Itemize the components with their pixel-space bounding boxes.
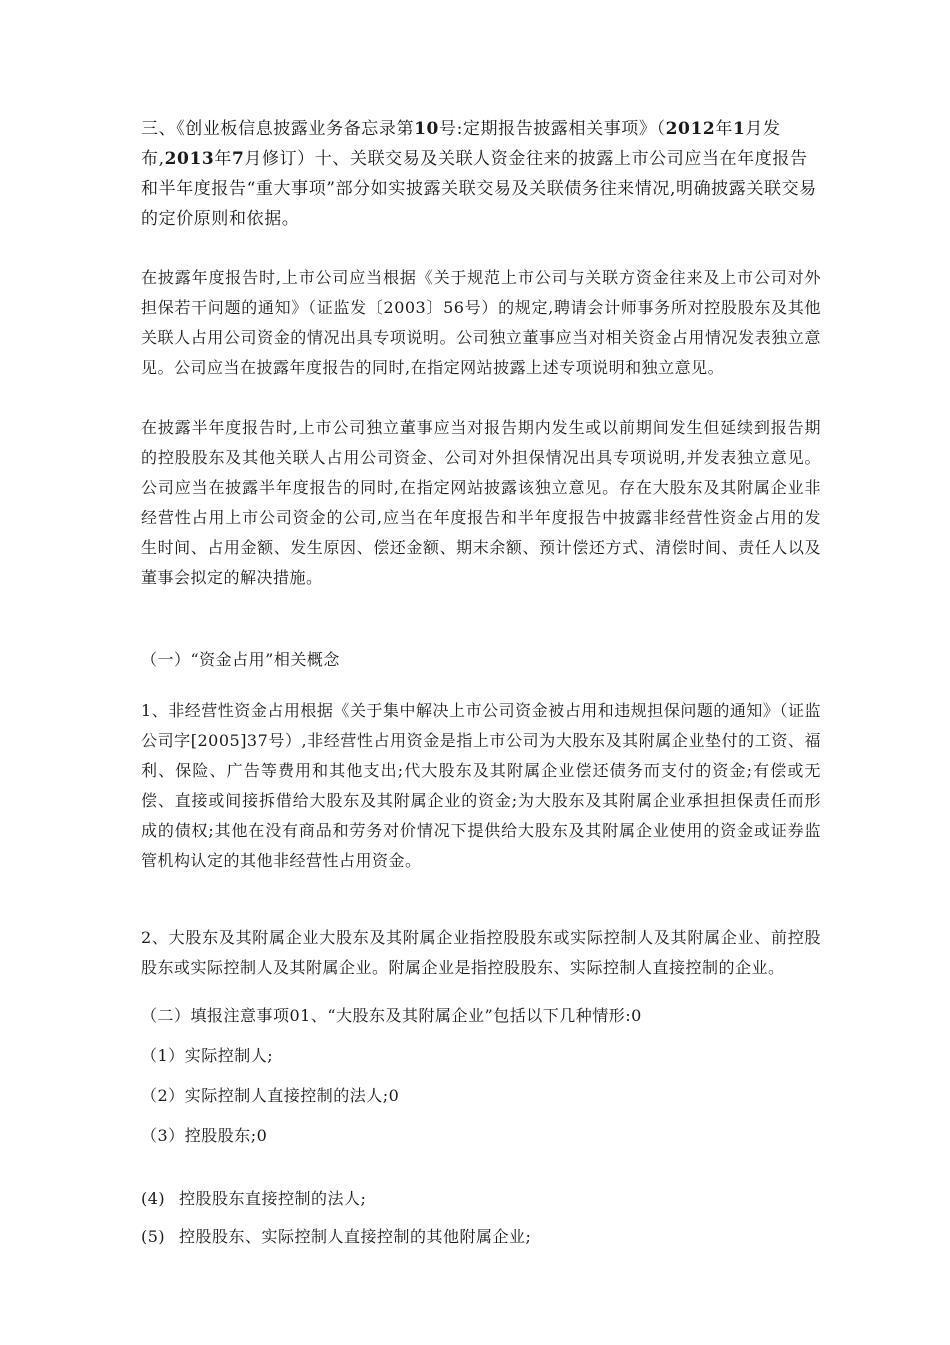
revise-year: 2013 bbox=[164, 149, 215, 169]
revise-month: 7 bbox=[231, 149, 245, 169]
list-item-text: 控股股东、实际控制人直接控制的其他附属企业; bbox=[179, 1227, 532, 1246]
section-title-prefix: 三、《创业板信息披露业务备忘录第 bbox=[141, 119, 415, 139]
list-item-label: （2） bbox=[141, 1086, 185, 1105]
publish-month: 1 bbox=[732, 119, 746, 139]
annual-report-paragraph: 在披露年度报告时,上市公司应当根据《关于规范上市公司与关联方资金往来及上市公司对外担保若干问题的通知》（证监发〔2003〕56号）的规定,聘请会计师事务所对控股股东及其他关联人占用公司资金的情况出具专项说明。公司独立董事应当对相关资金占用情况发表独立意见。公司应当在披露年度报告的同时,在指定网站披露上述专项说明和独立意见。 bbox=[141, 268, 821, 377]
list-item-label: (5) bbox=[141, 1227, 166, 1246]
semiannual-report-paragraph: 在披露半年度报告时,上市公司独立董事应当对报告期内发生或以前期间发生但延续到报告期的控股股东及其他关联人占用公司资金、公司对外担保情况出具专项说明,并发表独立意见。公司应当在披露半年度报告的同时,在指定网站披露该独立意见。存在大股东及其附属企业非经营性占用上市公司资金的公司,应当在年度报告和半年度报告中披露非经营性资金占用的发生时间、占用金额、发生原因、偿还金额、期末余额、预计偿还方式、清偿时间、责任人以及董事会拟定的解决措施。 bbox=[141, 418, 821, 587]
item-2-paragraph: 2、大股东及其附属企业大股东及其附属企业指控股股东或实际控制人及其附属企业、前控股股东或实际控制人及其附属企业。附属企业是指控股股东、实际控制人直接控制的企业。 bbox=[141, 928, 821, 977]
list-item-label: （1） bbox=[141, 1046, 185, 1065]
list-item bbox=[141, 1222, 821, 1252]
list-item-text: 实际控制人直接控制的法人;0 bbox=[184, 1086, 400, 1105]
list-item bbox=[141, 1184, 821, 1214]
list-item-label: （3） bbox=[141, 1126, 185, 1145]
list-item bbox=[141, 1121, 821, 1151]
list-item-text: 控股股东;0 bbox=[184, 1126, 268, 1145]
list-item bbox=[141, 1081, 821, 1111]
section-title-mid4: 年 bbox=[214, 149, 232, 169]
section-title-mid1: 号:定期报告披露相关事项》（ bbox=[438, 119, 666, 139]
list-item-label: (4) bbox=[141, 1189, 166, 1208]
list-item-text: 实际控制人; bbox=[184, 1046, 274, 1065]
list-item-text: 控股股东直接控制的法人; bbox=[179, 1189, 367, 1208]
list-item bbox=[141, 1041, 821, 1071]
section-title-rest: 月修订）十、关联交易及关联人资金往来的披露上市公司应当在年度报告和半年度报告“重大事项”部分如实披露关联交易及关联债务往来情况,明确披露关联交易的定价原则和依据。 bbox=[141, 149, 817, 229]
section-title-paragraph bbox=[141, 114, 821, 234]
subsection-2-heading: （二）填报注意事项01、“大股东及其附属企业”包括以下几种情形:0 bbox=[141, 1006, 642, 1025]
subsection-1-heading: （一）“资金占用”相关概念 bbox=[141, 650, 340, 669]
item-1-paragraph: 1、非经营性资金占用根据《关于集中解决上市公司资金被占用和违规担保问题的通知》（证监公司字[2005]37号）,非经营性占用资金是指上市公司为大股东及其附属企业垫付的工资、福利、保险、广告等费用和其他支出;代大股东及其附属企业偿还债务而支付的资金;有偿或无偿、直接或间接拆借给大股东及其附属企业的资金;为大股东及其附属企业承担担保责任而形成的债权;其他在没有商品和劳务对价情况下提供给大股东及其附属企业使用的资金或证券监管机构认定的其他非经营性占用资金。 bbox=[141, 701, 821, 870]
publish-year: 2012 bbox=[665, 119, 716, 139]
section-title-mid3: 月发布, bbox=[141, 119, 781, 169]
section-title-mid2: 年 bbox=[715, 119, 733, 139]
memo-number: 10 bbox=[414, 119, 439, 139]
